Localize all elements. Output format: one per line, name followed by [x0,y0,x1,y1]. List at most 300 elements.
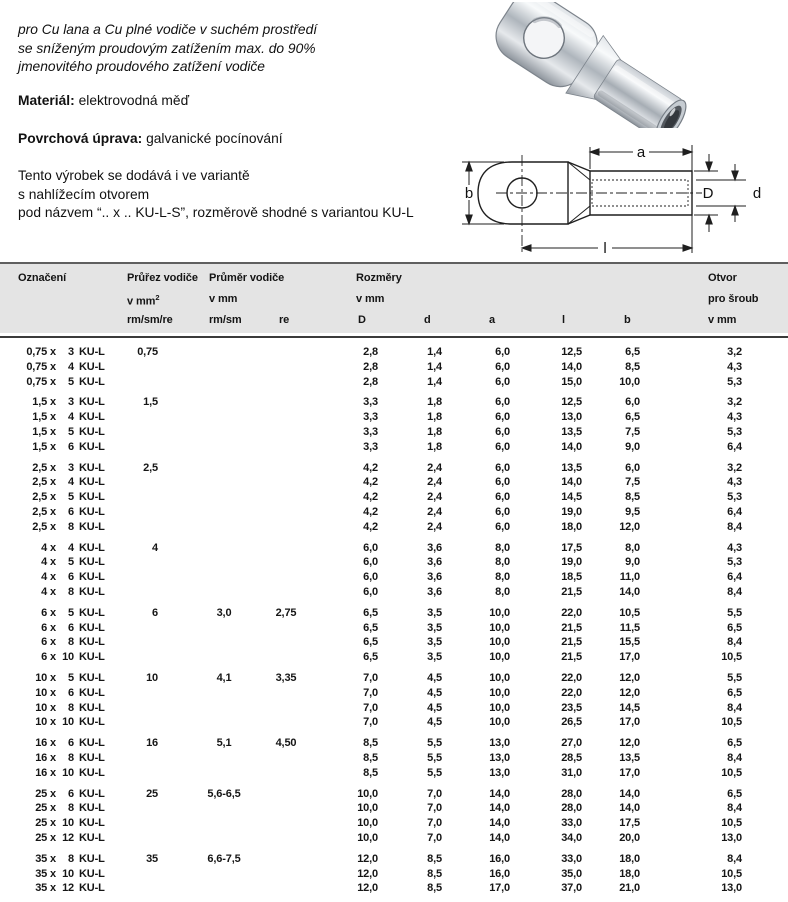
surface-line [18,131,283,146]
table-cell [162,520,264,535]
table-cell [264,555,308,570]
table-cell: 6,0 [363,585,378,598]
table-cell [116,360,162,375]
table-group [0,461,788,535]
table-cell: KU-L [79,751,105,764]
table-row [0,621,788,636]
table-cell: 12,0 [619,520,640,533]
table-cell [264,766,308,781]
table-cell: 16 x [35,766,56,779]
table-cell [264,541,308,556]
table-cell: 3,3 [363,411,378,424]
table-cell [116,867,162,882]
dimension-a [590,144,692,253]
table-cell: 8,4 [727,636,742,649]
surface-value: galvanické pocínování [146,131,283,146]
table-cell [162,475,264,490]
table-cell: 8,0 [495,571,510,584]
table-cell: 3,3 [363,425,378,438]
dim-label-l: l [603,240,607,257]
table-row [0,801,788,816]
dim-label-b: b [464,185,474,202]
table-cell [264,520,308,535]
table-cell [162,345,264,360]
header-divider [0,336,788,338]
table-row [0,555,788,570]
table-group [0,541,788,600]
table-cell [162,461,264,476]
table-cell [264,635,308,650]
table-cell: 8 [68,751,74,764]
table-cell: 5,5 [427,766,442,779]
table-cell: 4 [68,476,74,489]
table-cell: 6 [68,505,74,518]
table-row [0,831,788,846]
table-cell: 4,2 [363,491,378,504]
table-cell: 3,6 [427,571,442,584]
table-cell: 28,5 [561,751,582,764]
table-cell: 6,0 [625,461,640,474]
table-cell: 17,0 [489,882,510,895]
table-cell: 4 x [41,571,56,584]
table-cell: 28,0 [561,802,582,815]
table-cell: 14,5 [619,701,640,714]
table-cell: KU-L [79,556,105,569]
table-cell: 10,0 [489,651,510,664]
intro-paragraph-usage [18,21,317,77]
table-cell: 8 [68,852,74,865]
table-cell [162,570,264,585]
table-row [0,461,788,476]
table-row [0,606,788,621]
table-cell: 35 x [35,852,56,865]
table-cell: 4,3 [727,541,742,554]
table-cell: 8,5 [427,882,442,895]
col-header-dim-a: a [489,314,496,326]
col-header-dim-D: D [358,314,366,326]
col-header-rozmery-unit: v mm [356,293,385,305]
table-cell: 5,5 [427,737,442,750]
table-cell: 16,0 [489,867,510,880]
table-cell: 2,4 [427,520,442,533]
table-cell: 26,5 [561,716,582,729]
table-group [0,852,788,896]
table-cell: KU-L [79,636,105,649]
table-cell: 8,0 [495,585,510,598]
table-cell: 5,3 [727,556,742,569]
table-cell [116,505,162,520]
table-cell: 6 [68,686,74,699]
table-cell: 4,5 [427,701,442,714]
table-cell: 5,5 [727,671,742,684]
table-cell: 4,1 [216,671,232,684]
table-cell [116,585,162,600]
table-cell: 7,0 [363,701,378,714]
table-cell [162,867,264,882]
table-row [0,852,788,867]
table-cell: 8,4 [727,701,742,714]
table-cell [116,375,162,390]
table-cell: 2,8 [363,360,378,373]
col-header-prurez-title: Průřez vodiče [127,272,198,284]
table-cell: 7,5 [625,476,640,489]
table-cell: 10 [62,651,74,664]
table-cell: 11,5 [619,621,640,634]
table-cell: 31,0 [561,766,582,779]
table-cell: 8 [68,636,74,649]
table-cell: 21,5 [561,636,582,649]
table-cell: 6,5 [363,651,378,664]
table-cell: 6,0 [495,505,510,518]
table-cell [264,425,308,440]
table-cell: 8,5 [363,751,378,764]
table-cell: 14,0 [489,817,510,830]
table-row [0,585,788,600]
table-cell: 35 x [35,882,56,895]
table-cell: 6,5 [363,606,378,619]
table-cell: 1,5 x [32,396,56,409]
table-cell [116,686,162,701]
table-cell: 4,5 [427,716,442,729]
table-cell [264,867,308,882]
table-cell: 10,0 [489,606,510,619]
col-header-otvor-unit: v mm [708,314,737,326]
table-cell: 14,0 [561,440,582,453]
table-cell: 5,1 [216,737,232,750]
table-cell: 3,6 [427,556,442,569]
table-row [0,375,788,390]
table-cell: 2,4 [427,476,442,489]
table-cell: 6,4 [727,571,742,584]
table-cell: 8,0 [495,556,510,569]
table-cell: 2,8 [363,375,378,388]
table-cell: 6,5 [727,737,742,750]
table-cell: 2,5 [143,461,158,474]
table-cell [162,490,264,505]
table-cell: 10 x [35,671,56,684]
table-cell [162,360,264,375]
table-cell [264,570,308,585]
table-cell: 6 x [41,636,56,649]
table-cell [116,650,162,665]
table-cell [116,440,162,455]
table-row [0,440,788,455]
table-cell: 6,0 [495,476,510,489]
table-cell: 6,5 [363,621,378,634]
table-cell [264,751,308,766]
table-cell: 6,0 [495,411,510,424]
table-cell [116,801,162,816]
table-cell: KU-L [79,817,105,830]
table-cell: 6,0 [495,360,510,373]
table-row [0,736,788,751]
table-cell: 6,0 [495,425,510,438]
col-header-otvor-title: Otvor [708,272,737,284]
table-cell: 7,0 [427,831,442,844]
table-cell: 1,8 [427,396,442,409]
table-cell: 10,0 [489,716,510,729]
table-row [0,881,788,896]
table-cell: 6,5 [727,621,742,634]
table-cell: 6,0 [495,396,510,409]
table-cell: 12,0 [619,686,640,699]
table-cell [162,395,264,410]
table-header-band [0,262,788,333]
table-cell: 12 [62,882,74,895]
table-row [0,475,788,490]
table-cell: 25 x [35,787,56,800]
table-row [0,686,788,701]
table-cell: 4,2 [363,520,378,533]
table-row [0,715,788,730]
table-row [0,345,788,360]
variant-line-3: pod názvem “.. x .. KU-L-S”, rozměrově shodné s variantou KU-L [18,205,414,221]
table-row [0,671,788,686]
table-cell: 3,5 [427,621,442,634]
table-cell: KU-L [79,491,105,504]
table-row [0,360,788,375]
table-row [0,505,788,520]
table-cell [264,816,308,831]
table-cell: 6 [68,737,74,750]
table-cell: 7,0 [427,817,442,830]
table-cell: 22,0 [561,671,582,684]
table-cell: 6 [152,606,158,619]
table-row [0,751,788,766]
col-header-prumer-title: Průměr vodiče [209,272,285,284]
table-cell: 8,5 [363,766,378,779]
table-cell: 4,3 [727,476,742,489]
table-cell [162,751,264,766]
variant-line-2: s nahlížecím otvorem [18,186,150,202]
intro-line-2: se sníženým proudovým zatížením max. do 90% [18,40,316,56]
table-cell [162,541,264,556]
table-cell: 33,0 [561,852,582,865]
table-cell [162,766,264,781]
table-cell: 4 x [41,556,56,569]
table-cell: KU-L [79,671,105,684]
table-cell: 6 [68,440,74,453]
table-cell: KU-L [79,852,105,865]
table-cell: 6,5 [727,686,742,699]
table-cell: KU-L [79,375,105,388]
table-cell: 5,5 [727,606,742,619]
table-cell: 15,0 [561,375,582,388]
col-header-prurez-unit [127,293,159,308]
table-cell: 2,4 [427,491,442,504]
table-cell: 12,0 [357,882,378,895]
table-cell [116,621,162,636]
table-cell: 11,0 [619,571,640,584]
table-cell: 4,5 [427,686,442,699]
surface-label: Povrchová úprava: [18,131,143,146]
table-cell [116,570,162,585]
table-cell: 8,4 [727,852,742,865]
table-cell: 8,5 [427,867,442,880]
table-cell: KU-L [79,621,105,634]
table-cell: 6,4 [727,440,742,453]
table-cell [264,621,308,636]
table-cell [264,440,308,455]
table-cell: 2,5 x [32,505,56,518]
table-cell: 17,5 [619,817,640,830]
unit-base: v mm [127,295,156,308]
table-cell: 6 x [41,651,56,664]
table-group [0,345,788,389]
table-cell [116,555,162,570]
table-row [0,766,788,781]
table-cell: KU-L [79,737,105,750]
table-cell: 1,4 [427,346,442,358]
table-cell: 14,0 [619,585,640,598]
table-cell [162,650,264,665]
table-cell: 15,5 [619,636,640,649]
table-cell: 4 x [41,585,56,598]
table-cell: 1,5 x [32,425,56,438]
table-cell [264,345,308,360]
table-cell: 12,0 [619,737,640,750]
table-cell: 5 [68,556,74,569]
col-header-prumer-sub-rmsm: rm/sm [209,314,242,326]
table-cell: 28,0 [561,787,582,800]
table-cell: 12,0 [357,867,378,880]
table-row [0,541,788,556]
table-cell: 0,75 x [26,346,56,358]
table-cell: KU-L [79,585,105,598]
col-header-prumer-sub-re: re [279,314,290,326]
variant-line-1: Tento výrobek se dodává i ve variantě [18,168,250,183]
table-cell: 1,5 x [32,440,56,453]
table-cell: 13,0 [489,766,510,779]
table-cell: 21,5 [561,585,582,598]
table-cell: 6 [68,571,74,584]
table-cell: 25 [146,787,158,800]
table-cell: 3,5 [427,606,442,619]
table-cell: KU-L [79,440,105,453]
table-cell: 18,0 [561,520,582,533]
table-cell: 14,0 [561,360,582,373]
table-cell [162,881,264,896]
table-cell: 3,2 [727,461,742,474]
table-cell: KU-L [79,716,105,729]
table-cell: KU-L [79,571,105,584]
dimension-l [522,240,692,257]
col-header-dim-b: b [624,314,631,326]
table-cell: 12,0 [619,671,640,684]
material-line [18,93,189,108]
table-cell [116,490,162,505]
table-cell [116,520,162,535]
table-cell: 1,8 [427,425,442,438]
table-cell: 8 [68,701,74,714]
table-cell [264,475,308,490]
table-cell: 16 x [35,751,56,764]
table-cell: 7,5 [625,425,640,438]
table-cell: 10,0 [357,831,378,844]
table-cell: 1,4 [427,360,442,373]
table-cell: 1,5 [143,396,158,409]
table-cell: 21,5 [561,621,582,634]
table-cell: 14,0 [489,802,510,815]
product-photo [486,2,786,128]
table-cell: 3,5 [427,636,442,649]
table-cell: 13,5 [561,461,582,474]
table-cell [162,816,264,831]
table-cell: 13,5 [619,751,640,764]
table-cell: 22,0 [561,606,582,619]
table-cell: KU-L [79,802,105,815]
table-cell: 6,0 [495,375,510,388]
table-cell: 3,6 [427,541,442,554]
table-cell: 8,5 [363,737,378,750]
table-cell: 13,0 [489,751,510,764]
table-cell: 10,5 [619,606,640,619]
table-cell: 17,0 [619,766,640,779]
table-cell [264,410,308,425]
table-cell: KU-L [79,541,105,554]
table-cell: 4 [68,541,74,554]
table-cell: KU-L [79,425,105,438]
table-cell: 10 [62,817,74,830]
table-cell [162,686,264,701]
table-cell [162,505,264,520]
table-cell: 14,5 [561,491,582,504]
table-cell: 6,4 [727,505,742,518]
table-cell: 22,0 [561,686,582,699]
table-cell: 10 [62,766,74,779]
table-group [0,671,788,730]
table-cell [116,425,162,440]
table-cell: KU-L [79,831,105,844]
table-cell: 10 x [35,716,56,729]
table-cell: 8,4 [727,751,742,764]
table-cell: 6 [68,787,74,800]
table-cell [162,425,264,440]
table-cell: 4,2 [363,476,378,489]
table-cell: 9,0 [625,556,640,569]
table-cell [116,635,162,650]
table-row [0,635,788,650]
table-cell: 5 [68,425,74,438]
table-cell: 10 x [35,701,56,714]
table-group [0,787,788,846]
table-cell: 12 [62,831,74,844]
table-cell: 18,0 [619,852,640,865]
table-row [0,490,788,505]
dim-label-d: d [752,185,762,202]
table-cell: 21,5 [561,651,582,664]
table-cell: 2,5 x [32,491,56,504]
table-cell [162,635,264,650]
table-cell: 8,0 [625,541,640,554]
table-row [0,395,788,410]
table-cell [264,375,308,390]
table-cell [264,715,308,730]
table-cell: 2,75 [275,606,297,619]
table-cell: 8,5 [625,491,640,504]
table-cell: KU-L [79,606,105,619]
table-cell [264,490,308,505]
table-body [0,345,788,902]
table-cell [264,686,308,701]
table-cell: 9,5 [625,505,640,518]
table-cell: 0,75 x [26,375,56,388]
table-row [0,570,788,585]
col-header-prurez-sub: rm/sm/re [127,314,173,326]
table-row [0,650,788,665]
table-cell [162,621,264,636]
table-cell: 2,4 [427,461,442,474]
